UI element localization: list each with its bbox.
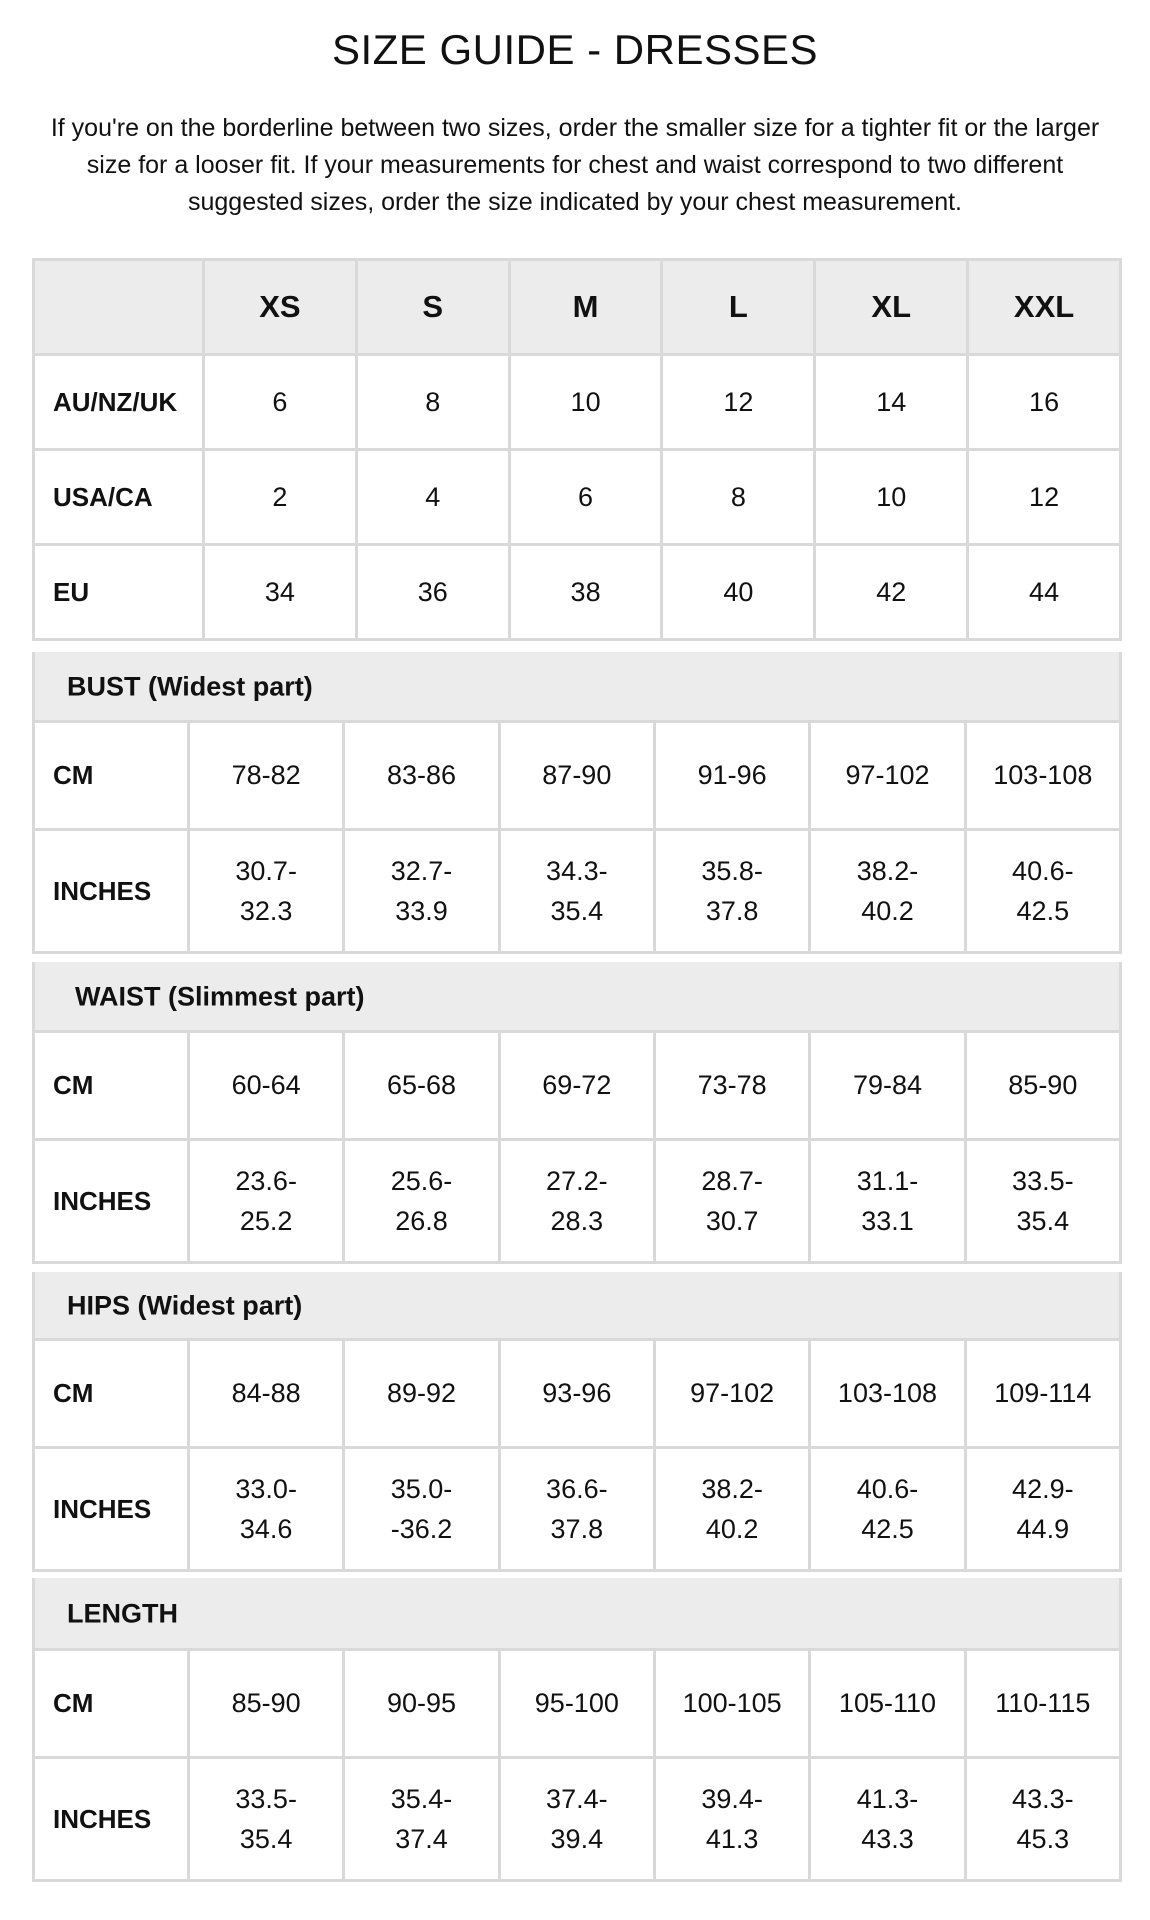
section-title: HIPS (Widest part)	[67, 1290, 303, 1321]
table-row	[34, 1032, 1121, 1140]
table-cell: 25.6- 26.8	[344, 1140, 499, 1263]
row-label: CM	[34, 722, 189, 830]
table-cell: 34	[204, 545, 357, 640]
table-cell: 89-92	[344, 1340, 499, 1448]
table-cell: 42.9- 44.9	[965, 1448, 1120, 1571]
size-header-cell: L	[662, 260, 815, 355]
table-cell: 44	[968, 545, 1121, 640]
row-label: EU	[34, 545, 204, 640]
table-row	[34, 450, 1121, 545]
size-header-cell: S	[356, 260, 509, 355]
table-row	[34, 830, 1121, 953]
table-cell: 93-96	[499, 1340, 654, 1448]
size-header-cell: XL	[815, 260, 968, 355]
table-row	[34, 545, 1121, 640]
table-cell: 38	[509, 545, 662, 640]
table-row	[34, 722, 1121, 830]
table-cell: 31.1- 33.1	[810, 1140, 965, 1263]
table-cell: 8	[662, 450, 815, 545]
size-header-cell: XXL	[968, 260, 1121, 355]
row-label: INCHES	[34, 830, 189, 953]
table-cell: 33.5- 35.4	[965, 1140, 1120, 1263]
table-cell: 40.6- 42.5	[965, 830, 1120, 953]
table-cell: 27.2- 28.3	[499, 1140, 654, 1263]
table-cell: 97-102	[810, 722, 965, 830]
table-cell: 36.6- 37.8	[499, 1448, 654, 1571]
table-cell: 2	[204, 450, 357, 545]
table-cell: 42	[815, 545, 968, 640]
bust-measurements-table	[32, 720, 1122, 954]
table-cell: 105-110	[810, 1650, 965, 1758]
table-cell: 23.6- 25.2	[189, 1140, 344, 1263]
table-cell: 41.3- 43.3	[810, 1758, 965, 1881]
table-cell: 39.4- 41.3	[654, 1758, 809, 1881]
table-cell: 73-78	[654, 1032, 809, 1140]
table-cell: 10	[509, 355, 662, 450]
table-cell: 85-90	[189, 1650, 344, 1758]
table-cell: 40.6- 42.5	[810, 1448, 965, 1571]
table-cell: 38.2- 40.2	[654, 1448, 809, 1571]
table-cell: 83-86	[344, 722, 499, 830]
table-cell: 8	[356, 355, 509, 450]
row-label: INCHES	[34, 1448, 189, 1571]
table-cell: 16	[968, 355, 1121, 450]
section-title: BUST (Widest part)	[67, 671, 313, 702]
table-cell: 6	[509, 450, 662, 545]
table-row	[34, 1758, 1121, 1881]
table-row	[34, 1650, 1121, 1758]
header-corner-cell	[34, 260, 204, 355]
row-label: CM	[34, 1650, 189, 1758]
table-cell: 35.8- 37.8	[654, 830, 809, 953]
table-cell: 12	[968, 450, 1121, 545]
table-cell: 95-100	[499, 1650, 654, 1758]
table-cell: 78-82	[189, 722, 344, 830]
table-cell: 85-90	[965, 1032, 1120, 1140]
table-cell: 28.7- 30.7	[654, 1140, 809, 1263]
table-cell: 12	[662, 355, 815, 450]
section-header-length	[32, 1578, 1122, 1650]
section-header-hips	[32, 1272, 1122, 1340]
hips-measurements-table	[32, 1338, 1122, 1572]
table-cell: 100-105	[654, 1650, 809, 1758]
size-conversion-table	[32, 258, 1122, 641]
waist-measurements-table	[32, 1030, 1122, 1264]
table-cell: 60-64	[189, 1032, 344, 1140]
section-header-bust	[32, 652, 1122, 722]
table-cell: 84-88	[189, 1340, 344, 1448]
table-row	[34, 1340, 1121, 1448]
row-label: CM	[34, 1032, 189, 1140]
table-cell: 79-84	[810, 1032, 965, 1140]
page-title: SIZE GUIDE - DRESSES	[331, 26, 819, 73]
table-cell: 69-72	[499, 1032, 654, 1140]
table-cell: 103-108	[810, 1340, 965, 1448]
size-header-row	[34, 260, 1121, 355]
table-cell: 36	[356, 545, 509, 640]
table-cell: 35.0- -36.2	[344, 1448, 499, 1571]
size-header-cell: M	[509, 260, 662, 355]
row-label: CM	[34, 1340, 189, 1448]
length-measurements-table	[32, 1648, 1122, 1882]
table-cell: 43.3- 45.3	[965, 1758, 1120, 1881]
table-row	[34, 1448, 1121, 1571]
table-cell: 4	[356, 450, 509, 545]
section-title: WAIST (Slimmest part)	[75, 981, 365, 1012]
table-cell: 65-68	[344, 1032, 499, 1140]
table-cell: 91-96	[654, 722, 809, 830]
table-cell: 30.7- 32.3	[189, 830, 344, 953]
table-cell: 37.4- 39.4	[499, 1758, 654, 1881]
row-label: AU/NZ/UK	[34, 355, 204, 450]
row-label: USA/CA	[34, 450, 204, 545]
table-cell: 38.2- 40.2	[810, 830, 965, 953]
table-cell: 33.0- 34.6	[189, 1448, 344, 1571]
section-header-waist	[32, 962, 1122, 1032]
row-label: INCHES	[34, 1140, 189, 1263]
intro-paragraph: If you're on the borderline between two sizes, order the smaller size for a tighter fit or the larger size for a looser fit. If your measurements for chest and waist correspond to two different suggested sizes, order the size indicated by your chest measurement.	[50, 114, 1100, 216]
row-label: INCHES	[34, 1758, 189, 1881]
size-header-cell: XS	[204, 260, 357, 355]
table-cell: 6	[204, 355, 357, 450]
table-cell: 103-108	[965, 722, 1120, 830]
table-cell: 35.4- 37.4	[344, 1758, 499, 1881]
table-cell: 33.5- 35.4	[189, 1758, 344, 1881]
table-cell: 34.3- 35.4	[499, 830, 654, 953]
table-row	[34, 355, 1121, 450]
table-cell: 87-90	[499, 722, 654, 830]
section-title: LENGTH	[67, 1598, 178, 1629]
table-cell: 90-95	[344, 1650, 499, 1758]
table-cell: 32.7- 33.9	[344, 830, 499, 953]
table-cell: 109-114	[965, 1340, 1120, 1448]
table-cell: 110-115	[965, 1650, 1120, 1758]
table-row	[34, 1140, 1121, 1263]
table-cell: 97-102	[654, 1340, 809, 1448]
table-cell: 40	[662, 545, 815, 640]
table-cell: 10	[815, 450, 968, 545]
table-cell: 14	[815, 355, 968, 450]
